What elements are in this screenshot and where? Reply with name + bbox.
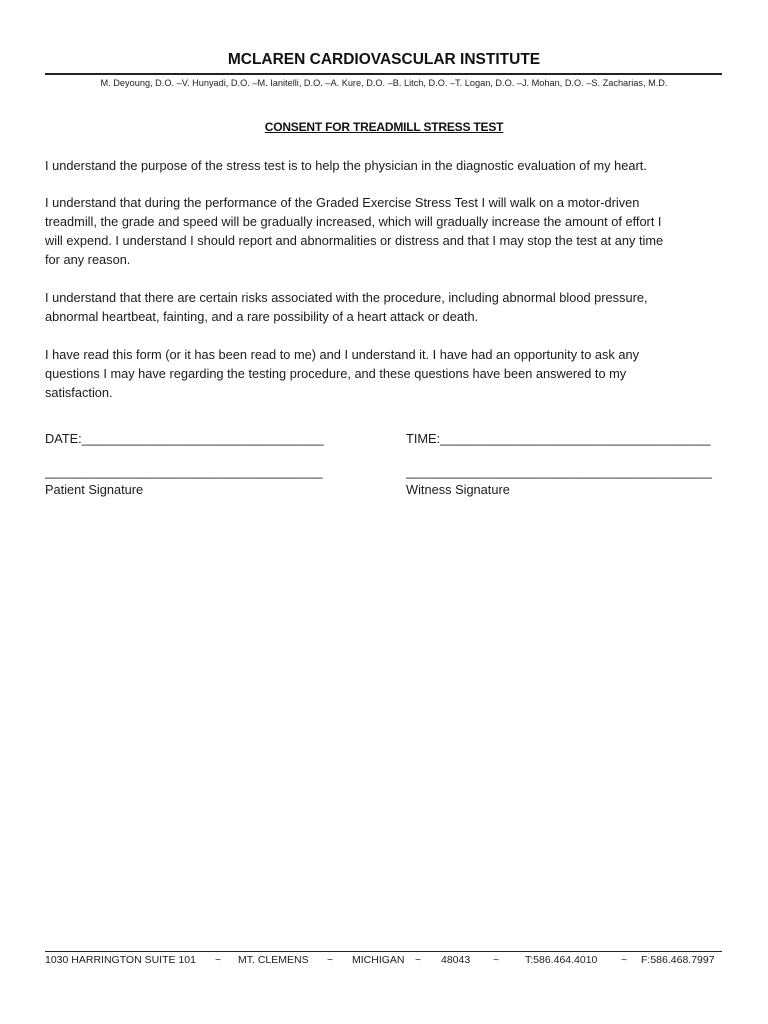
institute-title: MCLAREN CARDIOVASCULAR INSTITUTE [227, 51, 541, 68]
footer-separator: ~ [493, 954, 500, 966]
witness-signature-label: Witness Signature [406, 481, 510, 497]
footer-separator: ~ [415, 954, 422, 966]
paragraph-line: I understand that there are certain risks associated with the procedure, including abnormal blood pressure, [45, 289, 648, 305]
footer-fax: F:586.468.7997 [641, 954, 715, 966]
paragraph-line: abnormal heartbeat, fainting, and a rare possibility of a heart attack or death. [45, 308, 479, 324]
footer-zip: 48043 [441, 954, 471, 966]
physicians-list: M. Deyoung, D.O. –V. Hunyadi, D.O. –M. Ianitelli, D.O. –A. Kure, D.O. –B. Litch, D.O. –T. Logan, D.O. –J. Mohan, D.O. –S. Zacharias, M.D. [100, 78, 668, 88]
footer-separator: ~ [621, 954, 628, 966]
date-field: DATE:__________________________________ [45, 430, 324, 446]
paragraph-line: treadmill, the grade and speed will be gradually increased, which will gradually increase the amount of effort I [45, 213, 662, 229]
paragraph-line: I understand the purpose of the stress test is to help the physician in the diagnostic evaluation of my heart. [45, 157, 647, 173]
footer-separator: ~ [215, 954, 222, 966]
witness-signature-line: ___________________________________________ [406, 464, 713, 479]
footer-address: 1030 HARRINGTON SUITE 101 [45, 954, 196, 966]
footer-state: MICHIGAN [352, 954, 405, 966]
header-divider [45, 73, 722, 75]
footer-separator: ~ [327, 954, 334, 966]
paragraph-line: satisfaction. [45, 384, 113, 400]
time-field: TIME:______________________________________ [406, 430, 711, 446]
paragraph-line: for any reason. [45, 251, 131, 267]
patient-signature-line: _______________________________________ [45, 464, 323, 479]
paragraph-purpose [45, 156, 647, 175]
paragraph-line: I understand that during the performance of the Graded Exercise Stress Test I will walk on a motor-driven [45, 194, 640, 210]
footer-divider [45, 951, 722, 953]
footer-city: MT. CLEMENS [238, 954, 309, 966]
paragraph-line: I have read this form (or it has been read to me) and I understand it. I have had an opportunity to ask any [45, 346, 639, 362]
paragraph-line: will expend. I understand I should report and abnormalities or distress and that I may stop the test at any time [45, 232, 664, 248]
paragraph-risks [45, 288, 648, 326]
paragraph-procedure [45, 193, 663, 269]
paragraph-acknowledgement [45, 345, 639, 402]
form-heading: CONSENT FOR TREADMILL STRESS TEST [264, 120, 504, 134]
footer-phone: T:586.464.4010 [525, 954, 598, 966]
paragraph-line: questions I may have regarding the testing procedure, and these questions have been answered to my [45, 365, 627, 381]
patient-signature-label: Patient Signature [45, 481, 144, 497]
